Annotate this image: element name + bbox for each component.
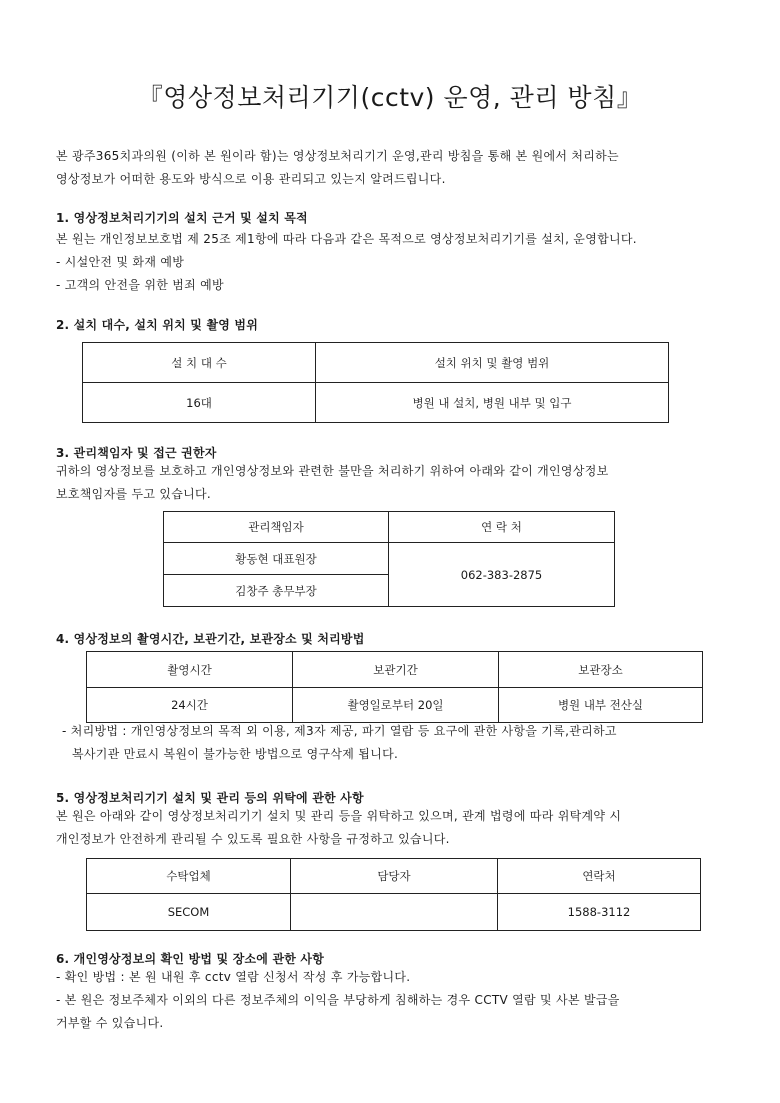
section-3-line: 귀하의 영상정보를 보호하고 개인영상정보와 관련한 불만을 처리하기 위하여 아래와 같이 개인영상정보	[56, 464, 609, 478]
intro-paragraph	[56, 145, 619, 191]
intro-line: 본 광주365치과의원 (이하 본 원이라 함)는 영상정보처리기기 운영,관리 방침을 통해 본 원에서 처리하는	[56, 149, 619, 163]
section-6-heading: 6. 개인영상정보의 확인 방법 및 장소에 관한 사항	[56, 952, 325, 966]
table-cell: 1588-3112	[498, 894, 701, 931]
section-3-line: 보호책임자를 두고 있습니다.	[56, 487, 212, 501]
section-1-line: - 고객의 안전을 위한 범죄 예방	[56, 278, 224, 292]
table-header: 보관장소	[499, 652, 703, 688]
table-cell: 24시간	[87, 688, 293, 723]
section-1-heading: 1. 영상정보처리기기의 설치 근거 및 설치 목적	[56, 211, 308, 225]
section-4-line: 복사기관 만료시 복원이 불가능한 방법으로 영구삭제 됩니다.	[72, 747, 399, 761]
table-header: 수탁업체	[87, 859, 291, 894]
section-1-body	[56, 228, 637, 297]
section-6-line: - 본 원은 정보주체자 이외의 다른 정보주체의 이익을 부당하게 침해하는 경우 CCTV 열람 및 사본 발급을	[56, 993, 620, 1007]
table-header: 촬영시간	[87, 652, 293, 688]
table-cell: 병원 내 설치, 병원 내부 및 입구	[316, 383, 669, 423]
manager-name: 김창주 총무부장	[164, 575, 389, 607]
section-1-line: 본 원는 개인정보보호법 제 25조 제1항에 따라 다음과 같은 목적으로 영상정보처리기기를 설치, 운영합니다.	[56, 232, 637, 246]
table-header: 담당자	[291, 859, 498, 894]
section-2-heading: 2. 설치 대수, 설치 위치 및 촬영 범위	[56, 318, 259, 332]
document-title: 『영상정보처리기기(cctv) 운영, 관리 방침』	[137, 83, 643, 112]
section-3-body	[56, 460, 609, 506]
table-header: 연락처	[498, 859, 701, 894]
outsourcing-table	[86, 858, 701, 931]
table-header: 보관기간	[293, 652, 499, 688]
installation-table	[82, 342, 669, 423]
section-5-heading: 5. 영상정보처리기기 설치 및 관리 등의 위탁에 관한 사항	[56, 791, 364, 805]
table-cell: 촬영일로부터 20일	[293, 688, 499, 723]
section-4-heading: 4. 영상정보의 촬영시간, 보관기간, 보관장소 및 처리방법	[56, 632, 365, 646]
retention-table	[86, 651, 703, 723]
section-6-line: 거부할 수 있습니다.	[56, 1016, 164, 1030]
section-5-body	[56, 805, 621, 851]
table-header: 설 치 대 수	[83, 343, 316, 383]
table-cell: SECOM	[87, 894, 291, 931]
table-cell: 16대	[83, 383, 316, 423]
table-cell	[291, 894, 498, 931]
table-header: 연 락 처	[389, 512, 615, 543]
section-4-body	[62, 720, 617, 766]
section-5-line: 개인정보가 안전하게 관리될 수 있도록 필요한 사항을 규정하고 있습니다.	[56, 832, 450, 846]
section-6-line: - 확인 방법 : 본 원 내원 후 cctv 열람 신청서 작성 후 가능합니다.	[56, 970, 411, 984]
table-cell: 병원 내부 전산실	[499, 688, 703, 723]
section-1-line: - 시설안전 및 화재 예방	[56, 255, 185, 269]
section-4-line: - 처리방법 : 개인영상정보의 목적 외 이용, 제3자 제공, 파기 열람 등 요구에 관한 사항을 기록,관리하고	[62, 724, 617, 738]
intro-line: 영상정보가 어떠한 용도와 방식으로 이용 관리되고 있는지 알려드립니다.	[56, 172, 446, 186]
table-header: 설치 위치 및 촬영 범위	[316, 343, 669, 383]
manager-name: 황동현 대표원장	[164, 543, 389, 575]
section-3-heading: 3. 관리책임자 및 접근 권한자	[56, 446, 217, 460]
manager-contact: 062-383-2875	[389, 543, 615, 607]
table-header: 관리책임자	[164, 512, 389, 543]
section-5-line: 본 원은 아래와 같이 영상정보처리기기 설치 및 관리 등을 위탁하고 있으며, 관계 법령에 따라 위탁계약 시	[56, 809, 622, 823]
manager-table	[163, 511, 615, 607]
section-6-body	[56, 966, 620, 1035]
